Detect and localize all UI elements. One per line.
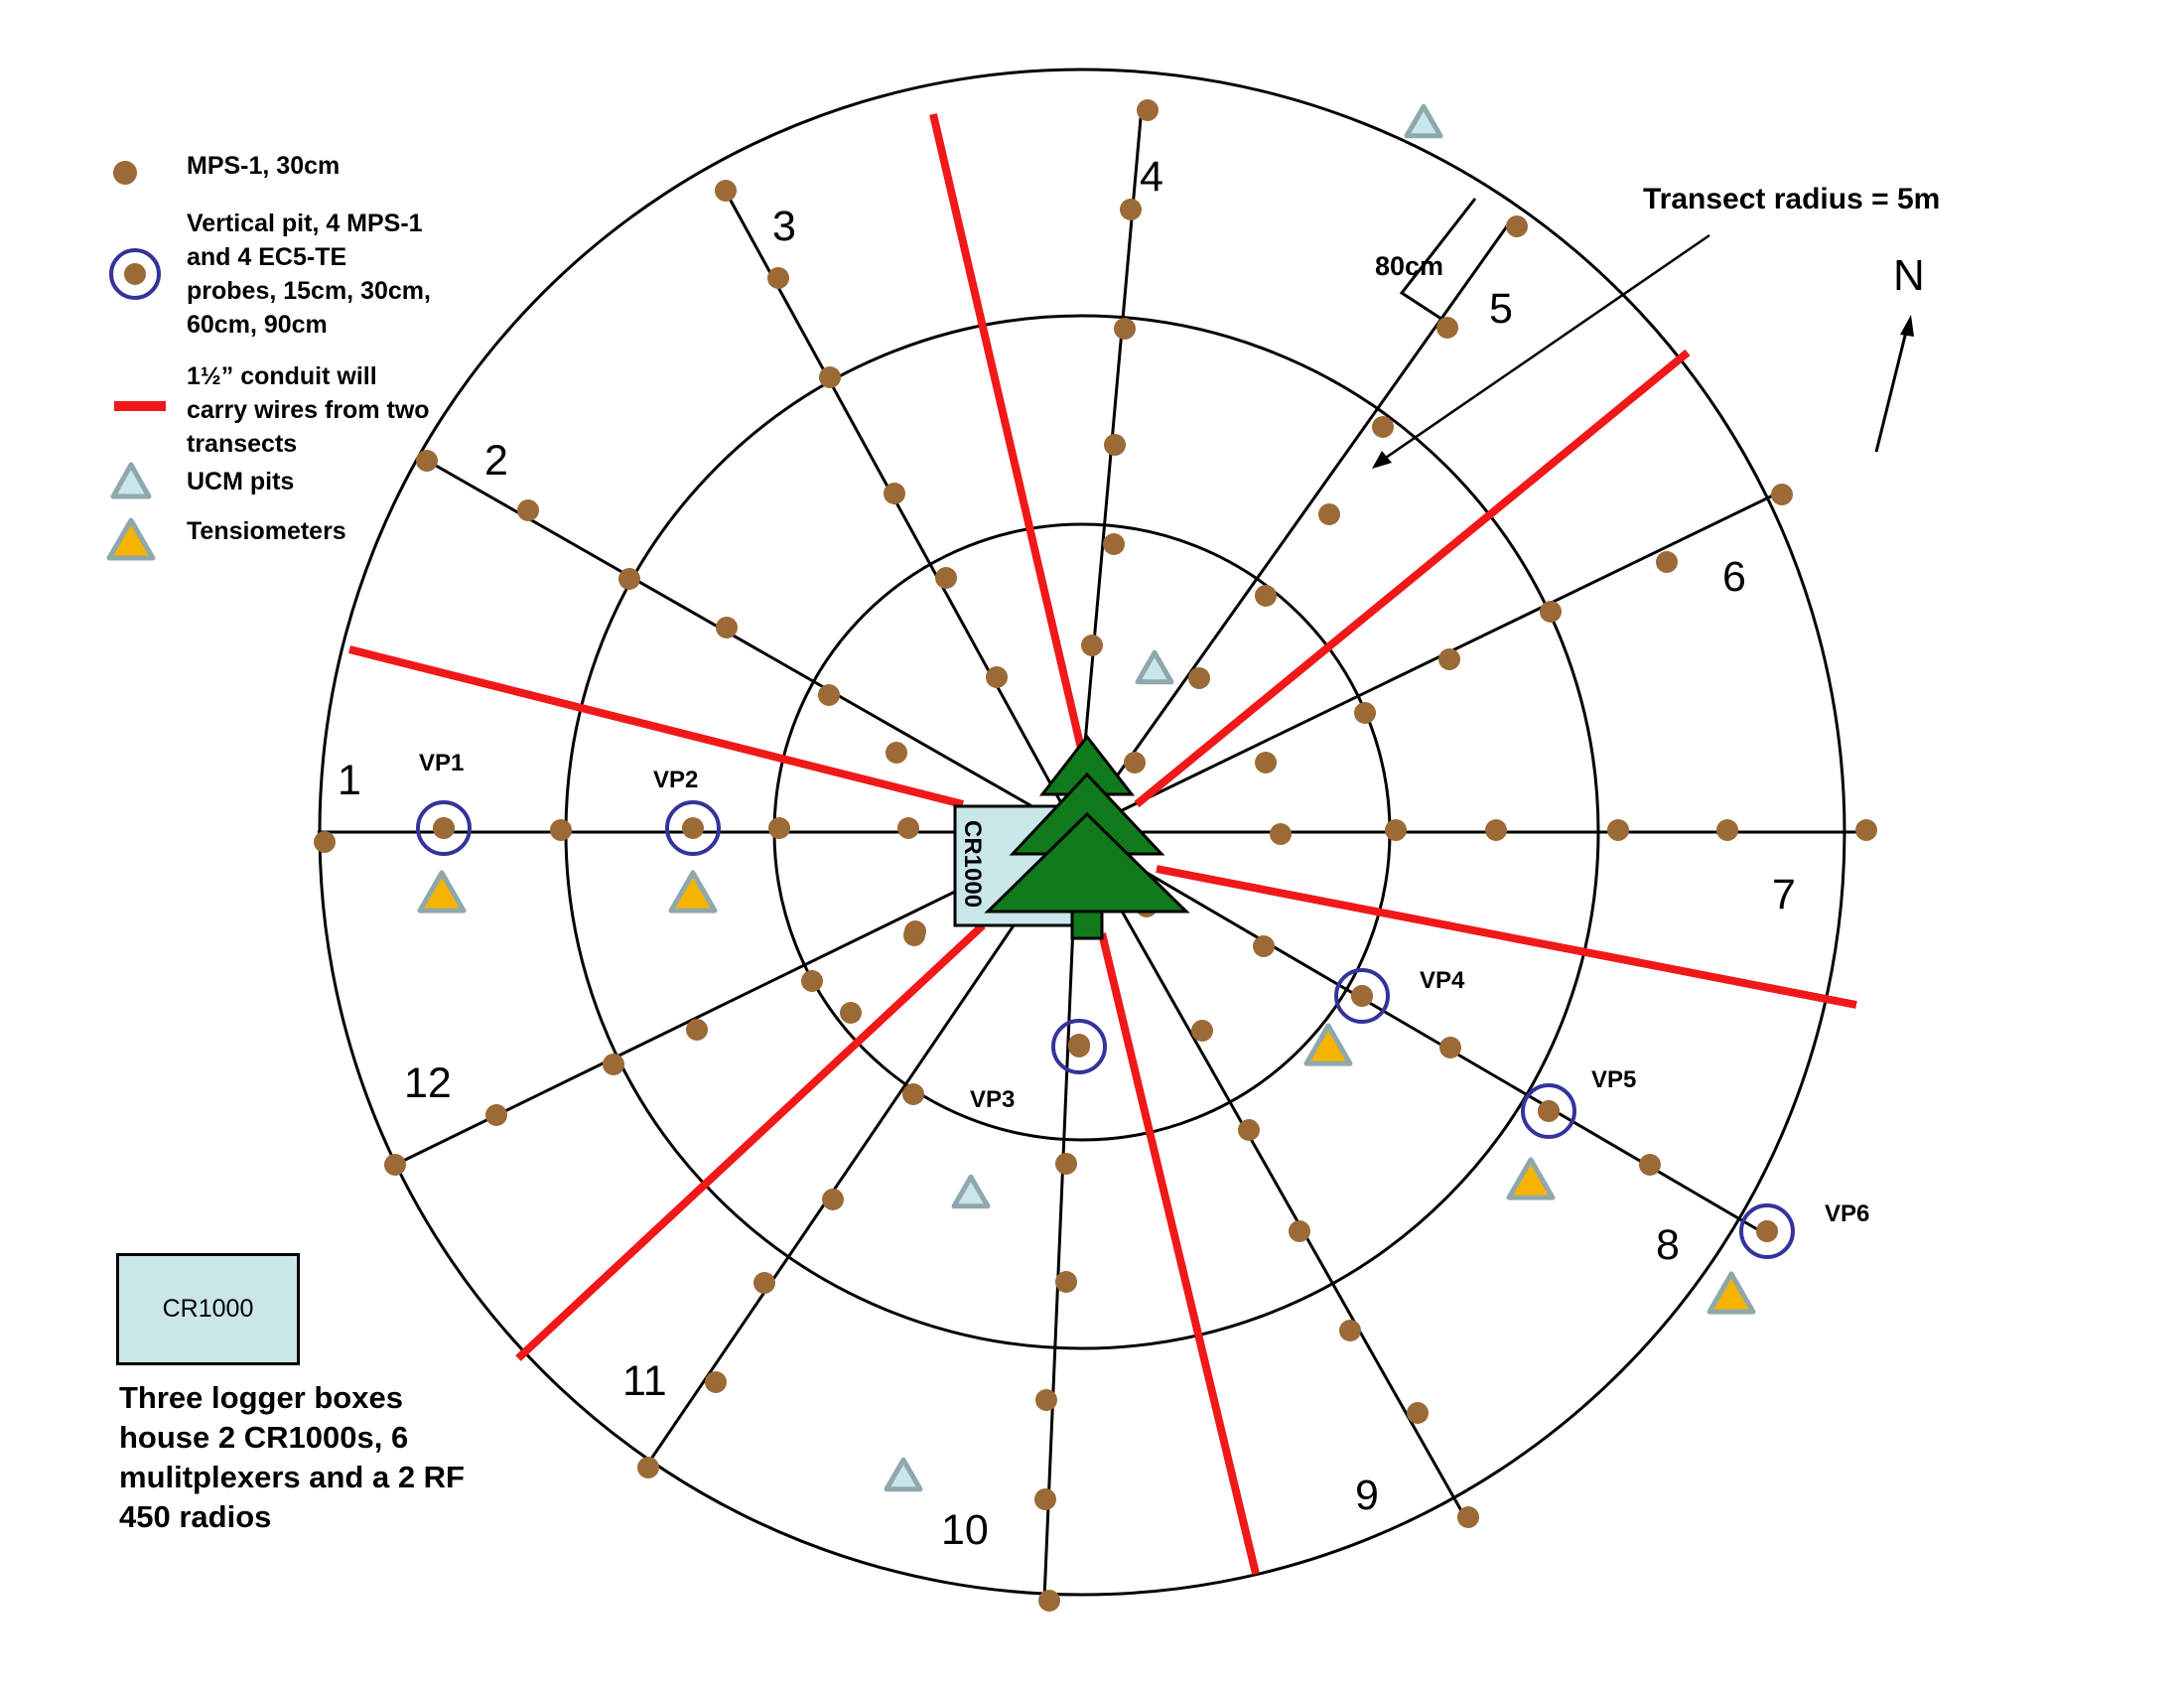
mps-sensor-dot xyxy=(1639,1154,1661,1176)
mps-sensor-dot xyxy=(768,817,790,839)
ucm-pits xyxy=(887,106,1440,1489)
vertical-pit-sensor-3 xyxy=(1068,1036,1090,1057)
pit-label-vp4: VP4 xyxy=(1420,967,1465,994)
vertical-pit-sensor-5 xyxy=(1538,1100,1560,1122)
mps-sensor-dot xyxy=(886,742,907,764)
mps-sensor-dot xyxy=(637,1457,659,1478)
mps-sensor-dot xyxy=(1656,551,1678,573)
conduit-5 xyxy=(1102,933,1256,1574)
logger-box xyxy=(116,1253,300,1365)
mps-sensor-dot xyxy=(1855,819,1877,841)
tensiometer-marker xyxy=(1709,1274,1753,1312)
pit-label-vp6: VP6 xyxy=(1825,1200,1870,1227)
mps-sensor-dot xyxy=(517,499,539,521)
vertical-pit-icon xyxy=(109,248,173,312)
transect-line-6 xyxy=(1077,493,1777,832)
transect-radius-label: Transect radius = 5m xyxy=(1643,183,1941,215)
mps-sensor-dot xyxy=(1038,1590,1060,1612)
transect-line-10 xyxy=(1044,832,1077,1599)
mps-sensor-dot xyxy=(550,819,572,841)
conduit-3 xyxy=(1137,352,1688,804)
spacing-label: 80cm xyxy=(1375,251,1444,281)
mps-sensor-dot xyxy=(1506,215,1528,237)
mps-sensor-dot xyxy=(1103,533,1125,555)
mps-sensor-dot xyxy=(618,568,640,590)
transect-label-11: 11 xyxy=(622,1357,667,1405)
mps-sensor-dot xyxy=(1055,1153,1077,1175)
mps-sensor-dot xyxy=(1771,484,1793,505)
mps-sensor-dot xyxy=(904,920,926,942)
ucm-pit-marker xyxy=(1138,652,1171,682)
transect-label-9: 9 xyxy=(1355,1472,1379,1519)
transect-label-2: 2 xyxy=(484,437,508,485)
transect-label-1: 1 xyxy=(338,757,361,804)
mps-sensor-dot xyxy=(1339,1320,1361,1341)
mps-dot-icon xyxy=(111,159,151,199)
tensiometer-marker xyxy=(671,873,715,911)
mps-sensor-dot xyxy=(384,1154,406,1176)
mps-sensor-dot xyxy=(801,970,823,992)
mps-sensor-dot xyxy=(1354,702,1376,724)
mps-sensor-dot xyxy=(1436,317,1458,339)
mps-sensor-dot xyxy=(1385,819,1407,841)
transect-label-8: 8 xyxy=(1656,1221,1680,1269)
vertical-pit-sensor-1 xyxy=(433,817,455,839)
mps-sensor-dot xyxy=(1485,819,1507,841)
ucm-pit-marker xyxy=(954,1177,988,1206)
mps-sensor-dot xyxy=(1439,1037,1461,1058)
center-logger-label: CR1000 xyxy=(959,820,986,909)
mps-sensor-dot xyxy=(986,666,1008,688)
mps-sensor-dot xyxy=(1035,1389,1057,1411)
mps-sensor-dot xyxy=(1716,819,1738,841)
north-arrow-icon xyxy=(1876,315,1914,452)
ucm-pit-icon xyxy=(109,461,159,504)
mps-sensor-dot xyxy=(753,1272,775,1294)
mps-sensor-dot xyxy=(1540,601,1562,623)
vertical-pit-sensor-6 xyxy=(1756,1220,1778,1242)
mps-sensor-dot xyxy=(884,483,905,504)
mps-sensor-dot xyxy=(1137,99,1159,121)
tensiometer-marker xyxy=(1306,1026,1350,1063)
mps-sensor-dot xyxy=(818,684,840,706)
mps-sensor-dot xyxy=(485,1104,507,1126)
tensiometer-marker xyxy=(1509,1160,1553,1197)
mps-sensor-dot xyxy=(1034,1488,1056,1510)
mps-sensor-dot xyxy=(1318,503,1340,525)
mps-sensor-dot xyxy=(897,817,919,839)
conduit-icon xyxy=(114,399,174,419)
transect-label-5: 5 xyxy=(1489,285,1513,333)
mps-sensor-dot xyxy=(1191,1020,1213,1042)
mps-sensor-dot xyxy=(715,180,737,202)
transect-label-3: 3 xyxy=(772,203,796,250)
mps-sensor-dot xyxy=(1372,416,1394,438)
north-label: N xyxy=(1893,251,1925,300)
mps-sensor-dot xyxy=(822,1189,844,1210)
mps-sensor-dot xyxy=(1104,434,1126,456)
mps-sensor-dot xyxy=(1457,1506,1479,1528)
mps-sensor-dot xyxy=(1255,752,1277,774)
mps-sensor-dot xyxy=(1289,1220,1310,1242)
conduit-2 xyxy=(933,114,1082,753)
transect-label-4: 4 xyxy=(1140,153,1163,201)
ucm-pit-marker xyxy=(1407,106,1440,136)
pit-label-vp5: VP5 xyxy=(1591,1066,1637,1093)
tensiometer-icon xyxy=(105,516,161,568)
mps-sensor-dot xyxy=(1253,935,1275,957)
mps-sensor-dot xyxy=(902,1083,924,1105)
transect-line-11 xyxy=(645,832,1077,1468)
transect-label-10: 10 xyxy=(941,1506,989,1554)
mps-sensor-dot xyxy=(1120,199,1142,220)
legend-label-conduit: 1½” conduit will carry wires from two transects xyxy=(187,362,430,458)
mps-sensor-dot xyxy=(819,366,841,388)
mps-sensor-dot xyxy=(767,267,789,289)
mps-sensor-dot xyxy=(1438,648,1460,670)
mps-sensor-dot xyxy=(1407,1402,1429,1424)
ucm-pit-marker xyxy=(887,1460,920,1489)
mps-sensor-dot xyxy=(716,617,738,638)
legend-label-vertical-pit: Vertical pit, 4 MPS-1 and 4 EC5-TE probes, 15cm, 30cm, 60cm, 90cm xyxy=(187,210,431,339)
transect-label-12: 12 xyxy=(404,1059,452,1107)
transect-line-5 xyxy=(1077,223,1509,832)
transect-label-6: 6 xyxy=(1722,553,1746,601)
legend-label-mps: MPS-1, 30cm xyxy=(187,152,341,180)
mps-sensor-dot xyxy=(1270,823,1292,845)
mps-sensor-dot xyxy=(1081,634,1103,656)
pit-label-vp3: VP3 xyxy=(970,1086,1016,1113)
mps-sensor-dot xyxy=(1188,667,1210,689)
mps-sensor-dot xyxy=(686,1019,708,1041)
pit-label-vp1: VP1 xyxy=(419,750,465,776)
mps-sensor-dot xyxy=(1255,585,1277,607)
logger-box-label: CR1000 xyxy=(162,1295,254,1323)
mps-sensor-dot xyxy=(314,831,336,853)
transect-label-7: 7 xyxy=(1772,871,1796,918)
vertical-pit-sensor-2 xyxy=(682,817,704,839)
logger-note: Three logger boxes house 2 CR1000s, 6 mulitplexers and a 2 RF 450 radios xyxy=(119,1380,465,1534)
mps-sensor-dot xyxy=(1055,1271,1077,1293)
mps-sensor-dot xyxy=(1238,1119,1260,1141)
tensiometer-marker xyxy=(420,873,464,911)
transect-line-9 xyxy=(1077,832,1463,1514)
mps-sensor-dot xyxy=(1124,752,1146,774)
mps-sensor-dot xyxy=(603,1054,624,1075)
mps-sensor-dot xyxy=(1607,819,1629,841)
mps-sensor-dot xyxy=(1114,318,1136,340)
pit-label-vp2: VP2 xyxy=(653,767,699,793)
mps-sensor-dot xyxy=(705,1371,727,1393)
legend-label-tensiometers: Tensiometers xyxy=(187,517,346,545)
mps-sensor-dot xyxy=(935,567,957,589)
legend-label-ucm: UCM pits xyxy=(187,468,295,495)
mps-sensor-dot xyxy=(840,1002,862,1024)
vertical-pit-sensor-4 xyxy=(1351,985,1373,1007)
